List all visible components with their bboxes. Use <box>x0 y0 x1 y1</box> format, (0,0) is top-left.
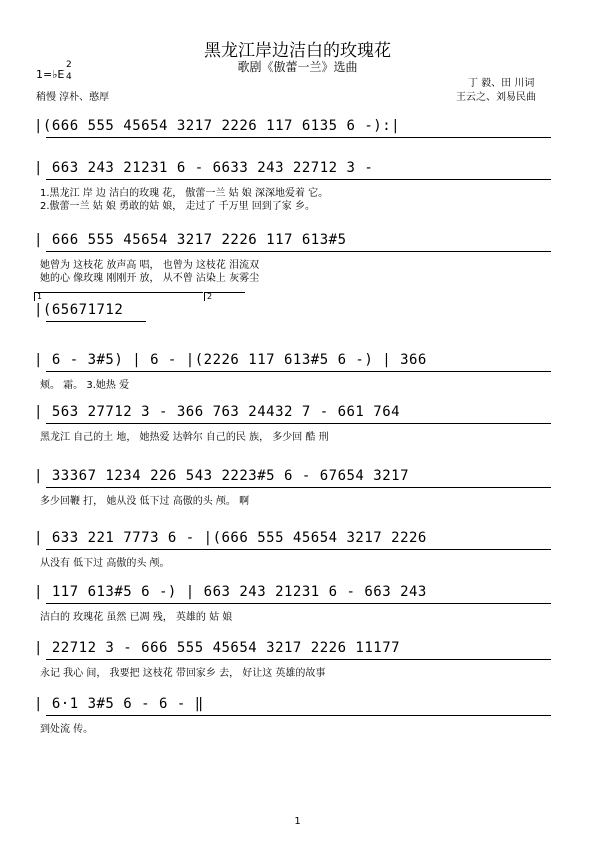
beam-line <box>46 179 551 180</box>
lyric-line: 到处流 传。 <box>40 724 94 735</box>
notation-line: |(65671712 <box>34 302 124 318</box>
notation-line: | 6·1 3#5 6 - 6 - ‖ <box>34 696 204 712</box>
lyric-line: 多少回鞭 打， 她从没 低下过 高傲的头 颅。 啊 <box>40 496 250 507</box>
page-number: 1 <box>294 816 301 827</box>
lyric-line: 2.傲蕾一兰 姑 娘 勇敢的姑 娘， 走过了 千万里 回到了家 乡。 <box>40 201 315 212</box>
volta-second-label: 2 <box>207 292 213 301</box>
volta-first-ending <box>34 292 203 301</box>
beam-line <box>46 549 551 550</box>
tempo-marking: 稍慢 淳朴、憨厚 <box>36 92 110 103</box>
lyric-line: 她曾为 这枝花 放声高 唱， 也曾为 这枝花 泪流双 <box>40 260 260 271</box>
lyricist-credit: 丁 毅、田 川词 <box>468 78 535 89</box>
beam-line <box>46 423 551 424</box>
notation-line: | 563 27712 3 - 366 763 24432 7 - 661 764 <box>34 404 401 420</box>
notation-line: | 666 555 45654 3217 2226 117 613#5 <box>34 232 347 248</box>
time-signature-top: 2 <box>66 60 72 70</box>
beam-line <box>46 137 551 138</box>
notation-line: | 663 243 21231 6 - 6633 243 22712 3 - <box>34 160 374 176</box>
beam-line <box>46 321 146 322</box>
beam-line <box>46 603 551 604</box>
beam-line <box>46 371 551 372</box>
lyric-line: 从没有 低下过 高傲的头 颅。 <box>40 558 170 569</box>
lyric-line: 黑龙江 自己的土 地， 她热爱 达斡尔 自己的民 族， 多少回 酷 刑 <box>40 432 329 443</box>
notation-line: | 6 - 3#5) | 6 - |(2226 117 613#5 6 -) | 366 <box>34 352 427 368</box>
time-signature-bottom: 4 <box>66 72 72 82</box>
notation-line: | 22712 3 - 666 555 45654 3217 2226 11177 <box>34 640 401 656</box>
page-title: 黑龙江岸边洁白的玫瑰花 <box>204 41 391 61</box>
lyric-line: 她的心 像玫瑰 刚刚开 放， 从不曾 沾染上 灰雾尘 <box>40 273 260 284</box>
beam-line <box>46 251 551 252</box>
subtitle: 歌剧《傲蕾一兰》选曲 <box>237 60 358 74</box>
lyric-line: 颊。 霜。 3.她热 爱 <box>40 380 130 391</box>
beam-line <box>46 659 551 660</box>
notation-line: | 633 221 7773 6 - |(666 555 45654 3217 2226 <box>34 530 427 546</box>
beam-line <box>46 487 551 488</box>
notation-line: |(666 555 45654 3217 2226 117 6135 6 -):| <box>34 118 401 134</box>
lyric-line: 1.黑龙江 岸 边 洁白的玫瑰 花， 傲蕾一兰 姑 娘 深深地爱着 它。 <box>40 188 329 199</box>
key-signature: 1=♭E <box>36 68 65 81</box>
lyric-line: 永记 我心 间， 我要把 这枝花 带回家乡 去， 好让这 英雄的故事 <box>40 668 326 679</box>
notation-line: | 33367 1234 226 543 2223#5 6 - 67654 3217 <box>34 468 410 484</box>
composer-credit: 王云之、刘易民曲 <box>456 92 536 103</box>
beam-line <box>46 715 551 716</box>
notation-line: | 117 613#5 6 -) | 663 243 21231 6 - 663 243 <box>34 584 427 600</box>
volta-first-label: 1 <box>37 292 43 301</box>
lyric-line: 洁白的 玫瑰花 虽然 已凋 残， 英雄的 姑 娘 <box>40 612 233 623</box>
